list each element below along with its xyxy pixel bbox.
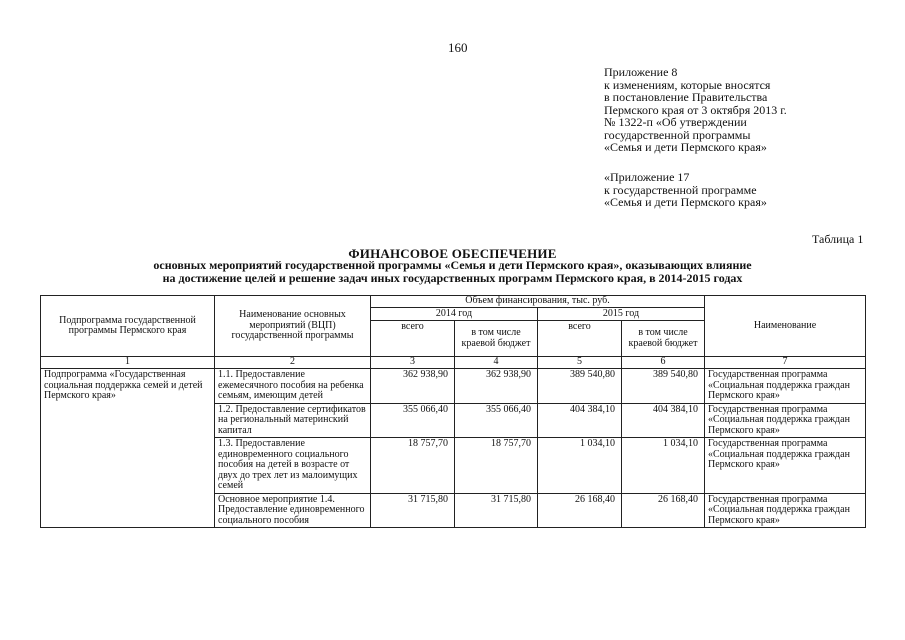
appendix-line: «Семья и дети Пермского края» (604, 195, 767, 209)
activity-cell: 1.2. Предоставление сертификатов на региональный материнский капитал (215, 403, 371, 438)
column-number: 5 (538, 357, 622, 369)
header-program-name: Наименование (705, 296, 866, 357)
appendix-line: «Приложение 17 (604, 170, 690, 184)
regional-2014-cell: 18 757,70 (455, 438, 538, 494)
appendix-line: № 1322-п «Об утверждении (604, 115, 747, 129)
total-2015-cell: 389 540,80 (538, 369, 622, 404)
regional-2015-cell: 1 034,10 (622, 438, 705, 494)
column-number: 3 (371, 357, 455, 369)
program-cell: Государственная программа «Социальная поддержка граждан Пермского края» (705, 403, 866, 438)
appendix-line: к изменениям, которые вносятся (604, 77, 771, 92)
regional-2014-cell: 31 715,80 (455, 493, 538, 528)
appendix-line: Пермского края от 3 октября 2013 г. (604, 102, 787, 117)
appendix-line: «Семья и дети Пермского края» (604, 140, 767, 154)
total-2015-cell: 404 384,10 (538, 403, 622, 438)
financing-table (40, 295, 866, 528)
column-number: 2 (215, 357, 371, 369)
regional-2015-cell: 389 540,80 (622, 369, 705, 404)
total-2014-cell: 362 938,90 (371, 369, 455, 404)
appendix-line: в постановление Правительства (604, 90, 768, 104)
appendix-line: Приложение 8 (604, 65, 678, 79)
header-regional-2015: в том числе краевой бюджет (622, 321, 705, 357)
column-number-row (41, 357, 866, 369)
total-2015-cell: 26 168,40 (538, 493, 622, 528)
total-2014-cell: 355 066,40 (371, 403, 455, 438)
activity-cell: 1.1. Предоставление ежемесячного пособия на ребенка семьям, имеющим детей (215, 369, 371, 404)
activity-cell: Основное мероприятие 1.4. Предоставление единовременного социального пособия (215, 493, 371, 528)
header-subprogram: Подпрограмма государственной программы Пермского края (41, 296, 215, 357)
appendix-8-note (604, 66, 787, 154)
document-subtitle-line-2: на достижение целей и решение задач иных государственных программ Пермского края, в 2014-2015 годах (162, 271, 743, 285)
document-subtitle-line-1: основных мероприятий государственной программы «Семья и дети Пермского края», оказывающих влияние (153, 258, 752, 272)
header-year-2014: 2014 год (371, 307, 538, 321)
total-2015-cell: 1 034,10 (538, 438, 622, 494)
document-title: ФИНАНСОВОЕ ОБЕСПЕЧЕНИЕ (348, 246, 557, 261)
total-2014-cell: 31 715,80 (371, 493, 455, 528)
table-row (41, 369, 866, 404)
regional-2015-cell: 26 168,40 (622, 493, 705, 528)
activity-cell: 1.3. Предоставление единовременного социального пособия на детей в возрасте от двух до трех лет из малоимущих семей (215, 438, 371, 494)
appendix-line: к государственной программе (604, 182, 757, 197)
total-2014-cell: 18 757,70 (371, 438, 455, 494)
header-year-2015: 2015 год (538, 307, 705, 321)
header-total-2014: всего (371, 321, 455, 357)
header-activity: Наименование основных мероприятий (ВЦП) государственной программы (215, 296, 371, 357)
column-number: 6 (622, 357, 705, 369)
regional-2014-cell: 362 938,90 (455, 369, 538, 404)
appendix-line: государственной программы (604, 127, 751, 142)
regional-2015-cell: 404 384,10 (622, 403, 705, 438)
program-cell: Государственная программа «Социальная поддержка граждан Пермского края» (705, 438, 866, 494)
program-cell: Государственная программа «Социальная поддержка граждан Пермского края» (705, 369, 866, 404)
column-number: 4 (455, 357, 538, 369)
page-number: 160 (448, 40, 468, 55)
appendix-17-note (604, 171, 767, 209)
column-number: 1 (41, 357, 215, 369)
program-cell: Государственная программа «Социальная поддержка граждан Пермского края» (705, 493, 866, 528)
subprogram-cell: Подпрограмма «Государственная социальная поддержка семей и детей Пермского края» (41, 369, 215, 528)
table-label: Таблица 1 (812, 232, 864, 246)
header-regional-2014: в том числе краевой бюджет (455, 321, 538, 357)
header-funding: Объем финансирования, тыс. руб. (371, 296, 705, 308)
header-total-2015: всего (538, 321, 622, 357)
column-number: 7 (705, 357, 866, 369)
regional-2014-cell: 355 066,40 (455, 403, 538, 438)
